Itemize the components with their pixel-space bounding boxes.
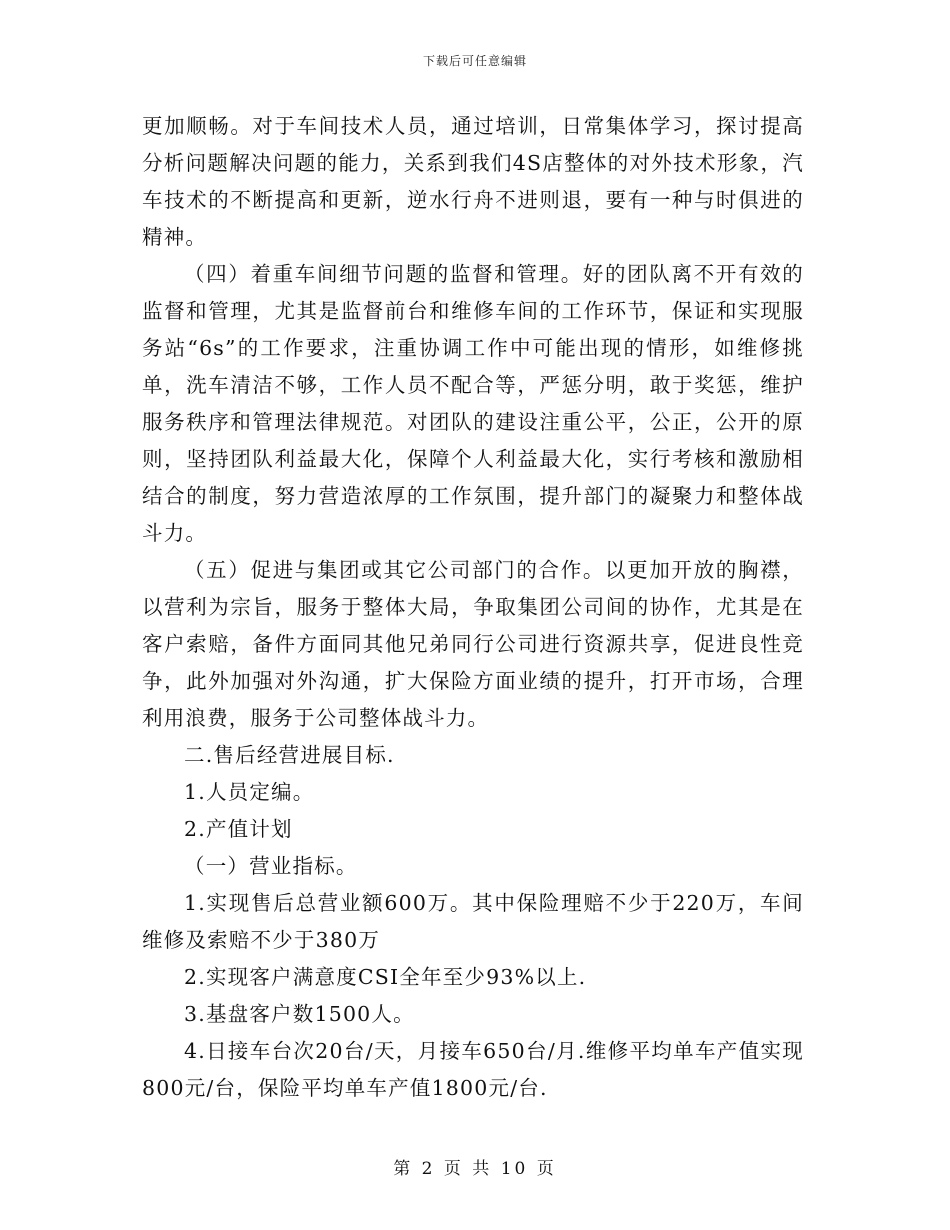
list-item-output-plan: 2.产值计划: [184, 817, 293, 841]
list-item-csi: 2.实现客户满意度CSI全年至少93%以上.: [184, 965, 587, 989]
paragraph-section-4: （四）着重车间细节问题的监督和管理。好的团队离不开有效的监督和管理，尤其是监督前台和维修车间的工作环节，保证和实现服务站“6s”的工作要求，注重协调工作中可能出现的情形，如维修挑单，洗车清洁不够，工作人员不配合等，严惩分明，敢于奖惩，维护服务秩序和管理法律规范。对团队的建设注重公平，公正，公开的原则，坚持团队利益最大化，保障个人利益最大化，实行考核和激励相结合的制度，努力营造浓厚的工作氛围，提升部门的凝聚力和整体战斗力。: [142, 262, 804, 545]
subheading-business-indicators: （一）营业指标。: [184, 854, 358, 878]
document-body: [142, 108, 804, 1107]
list-item-daily-intake: 4.日接车台次20台/天，月接车650台/月.维修平均单车产值实现800元/台，保险平均单车产值1800元/台.: [142, 1039, 804, 1100]
list-item-customer-base: 3.基盘客户数1500人。: [184, 1002, 415, 1026]
paragraph-section-5: （五）促进与集团或其它公司部门的合作。以更加开放的胸襟，以营利为宗旨，服务于整体大局，争取集团公司间的协作，尤其是在客户索赔，备件方面同其他兄弟同行公司进行资源共享，促进良性竞争，此外加强对外沟通，扩大保险方面业绩的提升，打开市场，合理利用浪费，服务于公司整体战斗力。: [142, 558, 804, 730]
page-header-note: 下载后可任意编辑: [422, 54, 527, 68]
list-item-staffing: 1.人员定编。: [184, 780, 315, 804]
list-item-revenue: 1.实现售后总营业额600万。其中保险理赔不少于220万，车间维修及索赔不少于380万: [142, 891, 804, 952]
page-number: 第 2 页 共 10 页: [393, 1159, 557, 1179]
heading-after-sales-goals: 二.售后经营进展目标.: [184, 743, 395, 767]
paragraph-continuation: 更加顺畅。对于车间技术人员，通过培训，日常集体学习，探讨提高分析问题解决问题的能力，关系到我们4S店整体的对外技术形象，汽车技术的不断提高和更新，逆水行舟不进则退，要有一种与时俱进的精神。: [142, 114, 804, 249]
